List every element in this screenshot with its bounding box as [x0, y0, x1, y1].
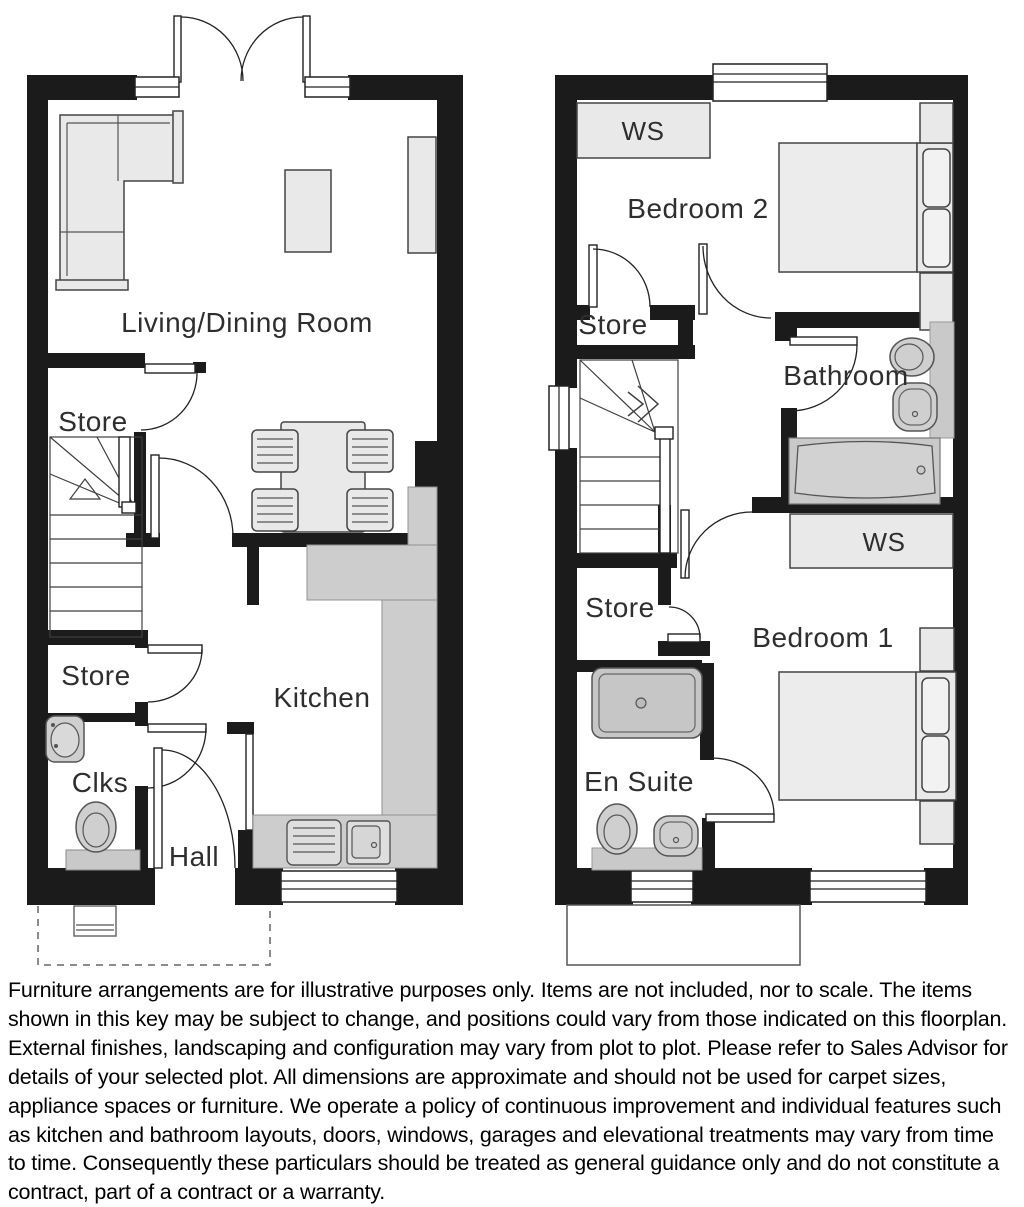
- coffee-table: [285, 170, 331, 252]
- room-label-kitchen: Kitchen: [273, 682, 371, 713]
- sofa: [56, 111, 183, 290]
- staircase: [580, 360, 678, 553]
- porch-outline-dashed: [38, 906, 270, 965]
- room-label-bedroom-1: Bedroom 1: [752, 622, 894, 653]
- hand-basin-icon: [46, 716, 84, 762]
- room-label-store-ff-2: Store: [585, 592, 655, 623]
- bed-bedroom-1: [779, 628, 956, 844]
- shower-icon: [592, 668, 702, 738]
- room-label-bedroom-2: Bedroom 2: [627, 193, 769, 224]
- room-label-ws-1: WS: [621, 116, 665, 146]
- room-label-store-1: Store: [58, 406, 128, 437]
- ground-floor-plan: [27, 16, 463, 965]
- porch-outline: [567, 905, 800, 965]
- room-label-bathroom: Bathroom: [783, 360, 909, 391]
- room-label-ws-2: WS: [862, 527, 906, 557]
- room-label-store-ff-1: Store: [578, 309, 648, 340]
- bath-icon: [789, 438, 940, 504]
- bed-bedroom-2: [779, 103, 953, 330]
- room-label-hall: Hall: [168, 841, 220, 872]
- first-floor-plan: [549, 64, 968, 965]
- toilet-icon: [76, 802, 116, 852]
- basin-icon: [654, 816, 698, 856]
- hob-icon: [287, 820, 341, 865]
- disclaimer-text: Furniture arrangements are for illustrative purposes only. Items are not included, nor to scale. The items shown in this key may be subject to change, and positions could vary from those indicated on this floorplan. External finishes, landscaping and configuration may vary from plot to plot. Please refer to Sales Advisor for details of your selected plot. All dimensions are approximate and should not be used for carpet sizes, appliance spaces or furniture. We operate a policy of continuous improvement and individual features such as kitchen and bathroom layouts, doors, windows, garages and elevational treatments may vary from time to time. Consequently these particulars should be treated as general guidance only and do not constitute a contract, part of a contract or a warranty.: [8, 978, 1008, 1205]
- room-label-living-dining: Living/Dining Room: [121, 307, 373, 338]
- bathroom-fixtures: [789, 322, 954, 504]
- ground-floor-doors: [141, 364, 235, 868]
- room-label-store-2: Store: [61, 660, 131, 691]
- toilet-icon: [597, 804, 637, 854]
- french-doors: [174, 16, 310, 82]
- room-label-en-suite: En Suite: [584, 766, 694, 797]
- kitchen-sink-icon: [347, 821, 390, 864]
- tv-unit: [408, 137, 436, 253]
- room-label-clks: Clks: [71, 767, 129, 798]
- dining-table-and-chairs: [252, 422, 393, 532]
